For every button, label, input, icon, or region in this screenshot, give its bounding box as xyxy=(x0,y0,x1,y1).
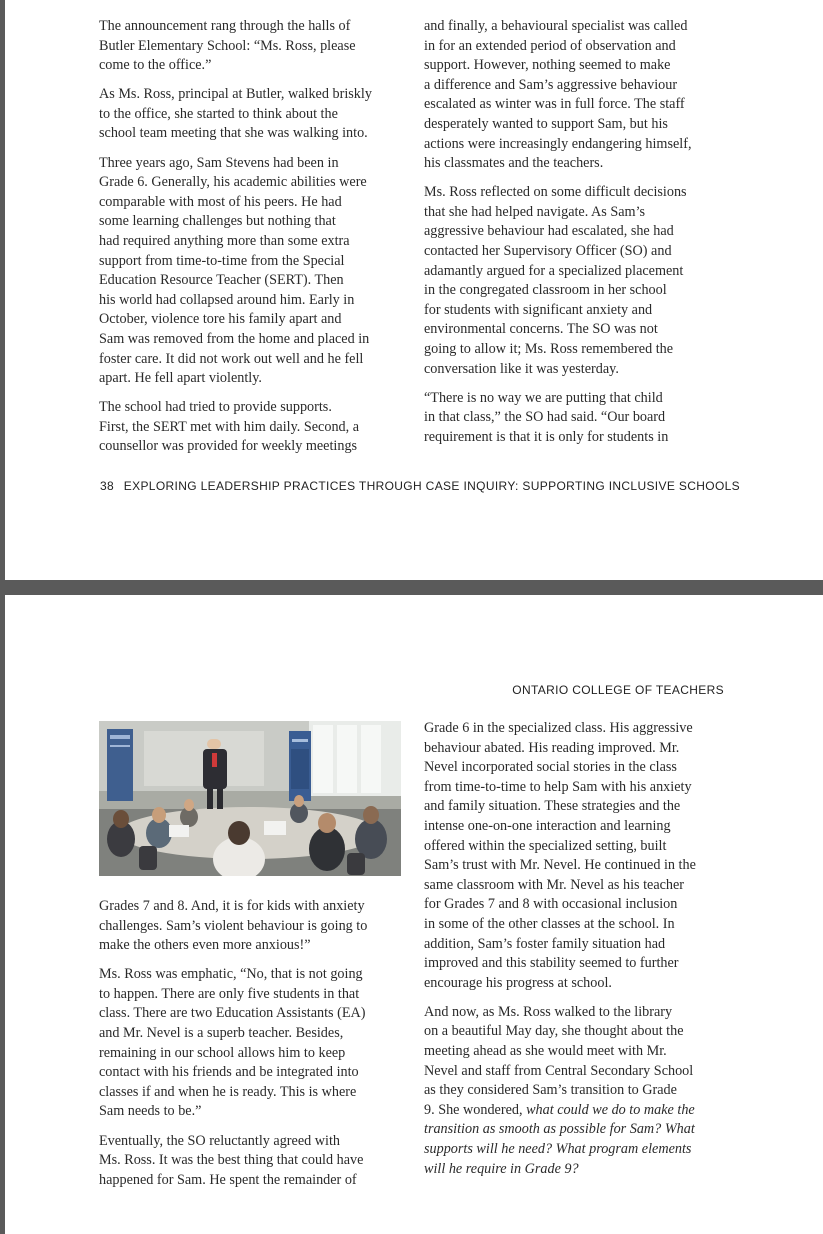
running-footer-title: EXPLORING LEADERSHIP PRACTICES THROUGH CASE INQUIRY: SUPPORTING INCLUSIVE SCHOOLS xyxy=(123,479,741,493)
left-text-column xyxy=(99,17,399,457)
paragraph: Eventually, the SO reluctantly agreed with Ms. Ross. It was the best thing that could have happened for Sam. He spent the remainder of xyxy=(99,1132,364,1188)
paragraph: “There is no way we are putting that child in that class,” the SO had said. “Our board requirement is that it is only for students in xyxy=(424,389,669,445)
final-paragraph-text: And now, as Ms. Ross walked to the library on a beautiful May day, she thought about the meeting ahead as she would meet with Mr. Nevel and staff from Central Secondary School as they considered Sam’s transition to Grade 9. She wondered, xyxy=(424,1003,694,1118)
paragraph: The school had tried to provide supports. First, the SERT met with him daily. Second, a counsellor was provided for weekly meetings xyxy=(99,399,360,455)
paragraph: Grades 7 and 8. And, it is for kids with anxiety challenges. Sam’s violent behaviour is going to make the others even more anxious!” xyxy=(99,898,368,954)
right-text-column xyxy=(424,17,729,447)
classroom-meeting-photo xyxy=(99,721,401,876)
paragraph: As Ms. Ross, principal at Butler, walked briskly to the office, she started to think about the school team meeting that she was walking into. xyxy=(99,86,372,142)
page-39 xyxy=(5,595,823,1234)
right-text-column xyxy=(424,719,729,1179)
final-paragraph-questions: what could we do to make the transition as smooth as possible for Sam? What supports will he need? What program elements will he require in Grade 9? xyxy=(424,1101,695,1177)
paragraph: and finally, a behavioural specialist was called in for an extended period of observation and support. However, nothing seemed to make a difference and Sam’s aggressive behaviour escalated as winter was in full force. The staff desperately wanted to support Sam, but his actions were increasingly endangering himself, his classmates and the teachers. xyxy=(424,18,692,172)
paragraph: Ms. Ross was emphatic, “No, that is not going to happen. There are only five students in that class. There are two Education Assistants (EA) and Mr. Nevel is a superb teacher. Besides, remaining in our school allows him to keep contact with his friends and be integrated into classes if and when he is ready. This is where Sam needs to be.” xyxy=(99,966,366,1120)
page-38 xyxy=(5,0,823,580)
paragraph: Three years ago, Sam Stevens had been in Grade 6. Generally, his academic abilities were comparable with most of his peers. He had some learning challenges but nothing that had required anything more than some extra support from time-to-time from the Special Education Resource Teacher (SERT). Then his world had collapsed around him. Early in October, violence tore his family apart and Sam was removed from the home and placed in foster care. It did not work out well and he fell apart. He fell apart violently. xyxy=(99,154,370,387)
left-text-column xyxy=(99,897,399,1190)
paragraph: The announcement rang through the halls of Butler Elementary School: “Ms. Ross, please come to the office.” xyxy=(99,18,356,74)
paragraph: Ms. Ross reflected on some difficult decisions that she had helped navigate. As Sam’s aggressive behaviour had escalated, she had contacted her Supervisory Officer (SO) and adamantly argued for a specialized placement in the congregated classroom in her school for students with significant anxiety and environmental concerns. The SO was not going to allow it; Ms. Ross remembered the conversation like it was yesterday. xyxy=(424,184,687,377)
paragraph: Grade 6 in the specialized class. His aggressive behaviour abated. His reading improved. Mr. Nevel incorporated social stories in the class from time-to-time to help Sam with his anxiety and family situation. These strategies and the intense one-on-one interaction and learning offered within the specialized setting, built Sam’s trust with Mr. Nevel. He continued in the same classroom with Mr. Nevel as his teacher for Grades 7 and 8 with occasional inclusion in some of the other classes at the school. In addition, Sam’s foster family situation had improved and this stability seemed to further encourage his progress at school. xyxy=(424,720,696,991)
final-paragraph xyxy=(424,1003,729,1179)
page-number: 38 xyxy=(100,479,115,493)
photo-illustration xyxy=(99,721,401,876)
running-header: ONTARIO COLLEGE OF TEACHERS xyxy=(512,683,724,697)
page-footer xyxy=(100,479,740,493)
